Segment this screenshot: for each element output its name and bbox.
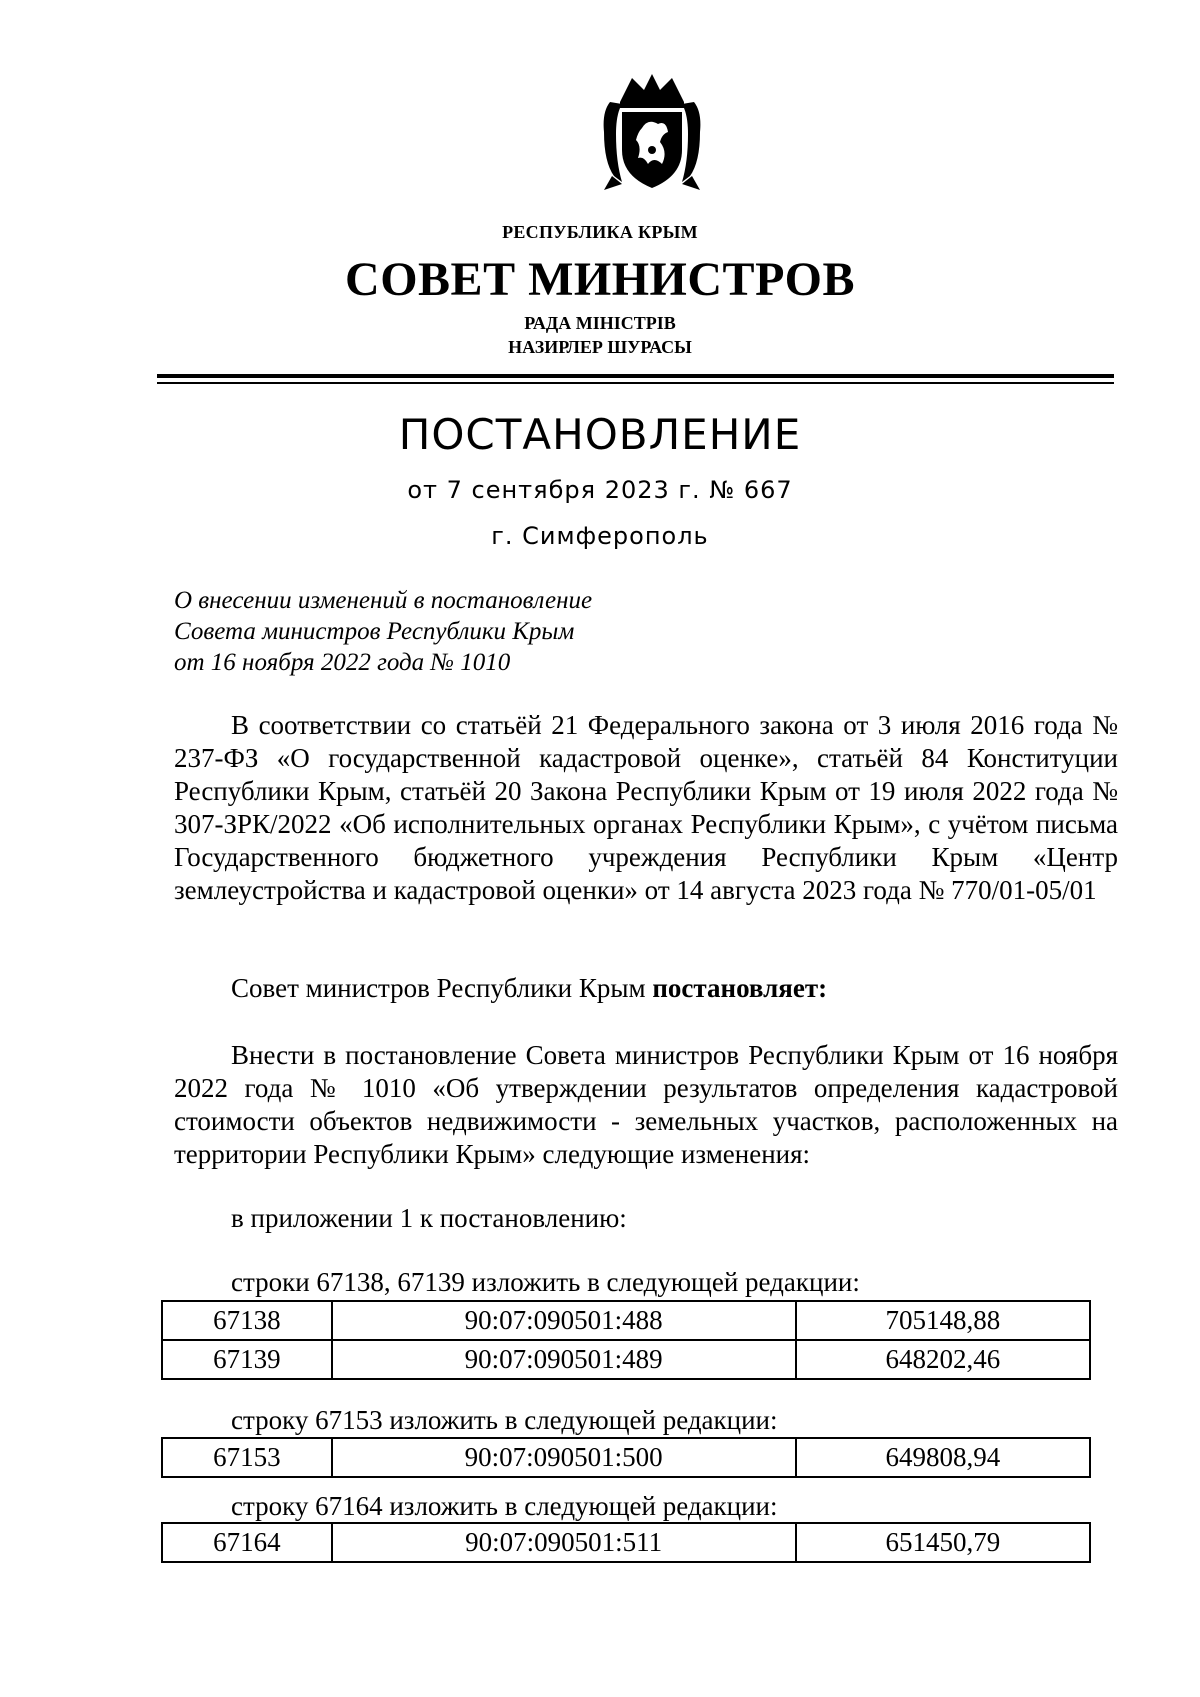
rows-intro-1 [174,1266,1118,1299]
header-divider-thick [157,374,1114,378]
resolves-text: Совет министров Республики Крым [231,973,653,1003]
decree-title [174,585,592,678]
cadastral-table-1 [161,1300,1091,1380]
table-row [162,1340,1090,1379]
cadastral-table-3 [161,1522,1091,1563]
resolves-bold-text: постановляет: [652,973,828,1003]
cadastral-value-cell: 649808,94 [796,1438,1090,1477]
rows-intro-3 [174,1490,1118,1523]
council-heading-ukrainian: РАДА МІНІСТРІВ [524,313,676,333]
row-number-cell: 67139 [162,1340,332,1379]
rows-intro-text: строки 67138, 67139 изложить в следующей редакции: [231,1267,860,1297]
preamble-paragraph [174,709,1118,907]
table-row [162,1438,1090,1477]
row-number-cell: 67138 [162,1301,332,1340]
council-heading-crimean-tatar: НАЗИРЛЕР ШУРАСЫ [508,337,692,357]
crimea-coat-of-arms-icon [592,72,712,196]
cadastral-value-cell: 651450,79 [796,1523,1090,1562]
resolves-paragraph [174,972,1118,1005]
cadastral-table-2 [161,1437,1091,1478]
appendix-text: в приложении 1 к постановлению: [231,1203,627,1233]
rows-intro-text: строку 67153 изложить в следующей редакции: [231,1405,778,1435]
table-row [162,1301,1090,1340]
table-row [162,1523,1090,1562]
decree-title-line: Совета министров Республики Крым [174,618,575,645]
cadastral-number-cell: 90:07:090501:500 [332,1438,796,1477]
header-divider-thin [157,382,1114,384]
decree-title-line: от 16 ноября 2022 года № 1010 [174,649,511,676]
decree-title-line: О внесении изменений в постановление [174,587,593,614]
cadastral-number-cell: 90:07:090501:489 [332,1340,796,1379]
republic-heading: РЕСПУБЛИКА КРЫМ [502,222,698,242]
row-number-cell: 67164 [162,1523,332,1562]
cadastral-value-cell: 648202,46 [796,1340,1090,1379]
decree-city: г. Симферополь [491,522,709,550]
appendix-paragraph [174,1202,1118,1235]
cadastral-number-cell: 90:07:090501:488 [332,1301,796,1340]
decree-date-number: от 7 сентября 2023 г. № 667 [407,476,793,504]
row-number-cell: 67153 [162,1438,332,1477]
amend-paragraph [174,1039,1118,1171]
cadastral-number-cell: 90:07:090501:511 [332,1523,796,1562]
decree-type: ПОСТАНОВЛЕНИЕ [398,410,802,459]
rows-intro-2 [174,1404,1118,1437]
rows-intro-text: строку 67164 изложить в следующей редакции: [231,1491,778,1521]
cadastral-value-cell: 705148,88 [796,1301,1090,1340]
amend-text: Внести в постановление Совета министров Республики Крым от 16 ноября 2022 года № 1010 «Об утверждении результатов определения кадастровой стоимости объектов недвижимости - земельных участков, расположенных на территории Республики Крым» следующие изменения: [174,1040,1118,1169]
preamble-text: В соответствии со статьёй 21 Федерального закона от 3 июля 2016 года № 237-ФЗ «О государственной кадастровой оценке», статьёй 84 Конституции Республики Крым, статьёй 20 Закона Республики Крым от 19 июля 2022 года № 307-ЗРК/2022 «Об исполнительных органах Республики Крым», с учётом письма Государственного бюджетного учреждения Республики Крым «Центр землеустройства и кадастровой оценки» от 14 августа 2023 года № 770/01-05/01 [174,710,1118,905]
council-heading: СОВЕТ МИНИСТРОВ [345,253,855,306]
